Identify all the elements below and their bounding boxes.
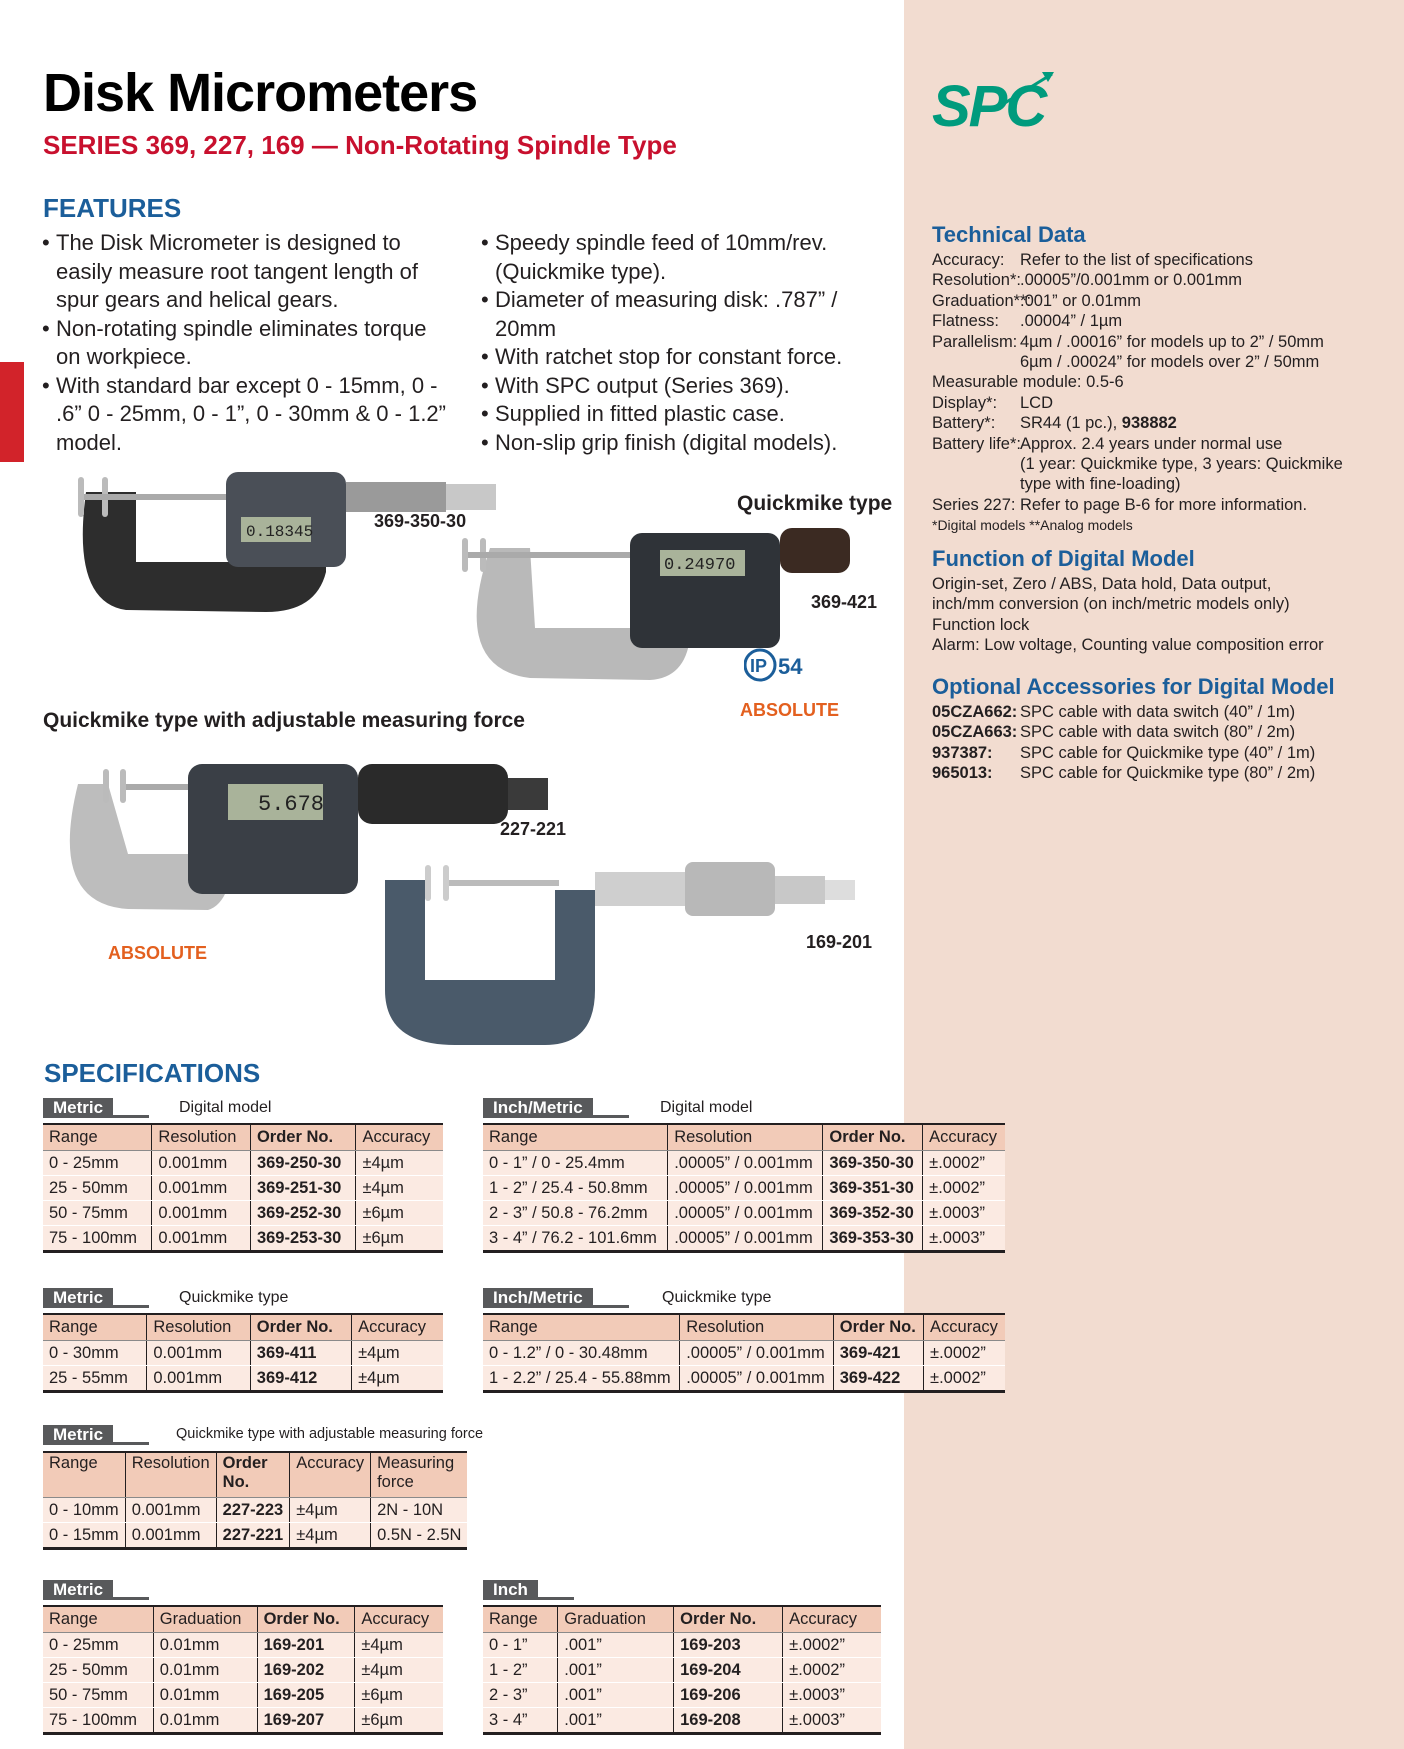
table-header: Range [43,1124,152,1151]
accessory-desc: SPC cable with data switch (40” / 1m) [1020,703,1296,721]
table-cell: 169-205 [257,1683,355,1708]
table-row [43,1226,443,1252]
table-tag [43,1580,149,1600]
table-header: Accuracy [290,1452,371,1498]
table-cell: ±.0003” [923,1226,1005,1252]
tech-row [932,332,1343,352]
table-header: Order No. [250,1314,351,1341]
table-header: Accuracy [923,1124,1005,1151]
function-heading: Function of Digital Model [932,546,1195,571]
image-caption-adjustable: Quickmike type with adjustable measuring force [43,709,525,732]
spc-logo [930,66,1060,141]
specifications-heading: SPECIFICATIONS [44,1058,261,1088]
table-cell: ±.0002” [924,1366,1005,1392]
table-cell: 3 - 4” / 76.2 - 101.6mm [483,1226,668,1252]
table-tag-label: Metric [43,1425,113,1445]
tech-row [932,352,1343,372]
feature-item: • Speedy spindle feed of 10mm/rev. (Quickmike type). [481,229,901,286]
table-cell: 369-250-30 [250,1151,356,1176]
tech-value: SR44 (1 pc.), [1020,414,1122,433]
spc-logo-text: SPC [932,74,1046,136]
table-header: Range [483,1606,558,1633]
tech-row [932,474,1343,494]
absolute-logo: ABSOLUTE [108,943,207,963]
table-row [43,1176,443,1201]
table-row [483,1201,1005,1226]
table-cell: 0.001mm [152,1176,251,1201]
table-row [483,1708,881,1734]
micrometer-image-169-201 [365,860,885,1055]
table-cell: 169-206 [674,1683,783,1708]
table-cell: .001” [558,1658,674,1683]
table-row [483,1366,1005,1392]
tech-key: Flatness: [932,312,999,331]
table-header: Measuring force [371,1452,468,1498]
table-row [43,1201,443,1226]
table-caption: Quickmike type with adjustable measuring force [176,1426,484,1442]
table-header: Accuracy [783,1606,881,1633]
battery-part-number: 938882 [1121,414,1177,433]
table-cell: ±4µm [355,1633,443,1658]
table-cell: 75 - 100mm [43,1708,153,1734]
tech-value: .00005”/0.001mm or 0.001mm [1020,271,1242,290]
accessory-desc: SPC cable for Quickmike type (80” / 2m) [1020,764,1316,783]
technical-data-heading: Technical Data [932,222,1086,247]
table-row [43,1708,443,1734]
spec-table-metric-quickmike [43,1313,443,1393]
spec-table-metric-analog [43,1605,443,1735]
ip-badge-number: 54 [778,654,803,679]
accessory-row [932,763,1315,783]
tech-row [932,434,1343,454]
table-tag [483,1580,574,1600]
table-cell: 369-421 [833,1341,923,1366]
image-caption-quickmike: Quickmike type [737,492,893,515]
table-cell: 0 - 25mm [43,1151,152,1176]
table-cell: 50 - 75mm [43,1201,152,1226]
accessory-code: 965013: [932,764,993,783]
page-title: Disk Micrometers [43,63,478,123]
table-row [483,1176,1005,1201]
ip-badge-text: IP [750,656,768,676]
table-cell: 369-422 [833,1366,923,1392]
table-cell: 0 - 25mm [43,1633,153,1658]
tech-row [932,495,1343,515]
table-header: Graduation [558,1606,674,1633]
lcd-readout: 0.18345 [246,523,314,541]
tech-key: Accuracy: [932,251,1005,269]
features-list-right [481,229,901,457]
function-line: Alarm: Low voltage, Counting value composition error [932,636,1324,655]
table-cell: 0.5N - 2.5N [371,1523,468,1549]
model-label: 227-221 [500,819,567,839]
ip54-badge [744,648,814,687]
table-header: Range [483,1314,680,1341]
table-cell: 1 - 2” / 25.4 - 50.8mm [483,1176,668,1201]
accessories-heading: Optional Accessories for Digital Model [932,674,1335,699]
function-line: Origin-set, Zero / ABS, Data hold, Data output, [932,575,1272,593]
table-cell: ±4µm [356,1176,443,1201]
tech-value: Refer to page B-6 for more information. [1020,495,1308,514]
table-cell: .00005” / 0.001mm [668,1226,823,1252]
table-cell: ±.0002” [783,1633,881,1658]
spec-table-metric-adjustable-force [43,1451,467,1550]
table-row [483,1341,1005,1366]
table-cell: 0.001mm [152,1201,251,1226]
accessory-desc: SPC cable for Quickmike type (40” / 1m) [1020,743,1316,762]
tech-value: Refer to the list of specifications [1020,251,1253,269]
tech-value: .00004” / 1µm [1020,312,1123,331]
table-cell: 0 - 30mm [43,1341,147,1366]
table-cell: 169-208 [674,1708,783,1734]
table-tag [43,1098,272,1118]
tech-row [932,413,1343,433]
tech-key: Battery life*: [932,434,1021,453]
table-header: Graduation [153,1606,257,1633]
feature-item: • The Disk Micrometer is designed to easily measure root tangent length of spur gears and helical gears. [42,229,457,315]
table-caption: Quickmike type [179,1289,289,1306]
table-cell: 369-350-30 [823,1151,923,1176]
table-cell: ±4µm [290,1523,371,1549]
table-cell: .001” [558,1708,674,1734]
tech-module: Measurable module: 0.5-6 [932,373,1124,392]
tech-row [932,250,1343,270]
table-cell: 25 - 50mm [43,1658,153,1683]
table-cell: 2N - 10N [371,1498,468,1523]
table-cell: 75 - 100mm [43,1226,152,1252]
table-cell: ±4µm [356,1151,443,1176]
table-cell: ±.0002” [924,1341,1005,1366]
table-cell: 0 - 10mm [43,1498,125,1523]
table-cell: ±.0002” [783,1658,881,1683]
table-row [483,1633,881,1658]
table-cell: ±4µm [352,1366,443,1392]
table-cell: ±.0003” [783,1683,881,1708]
table-header: Resolution [668,1124,823,1151]
table-tag-label: Metric [43,1098,113,1118]
table-tag-label: Metric [43,1288,113,1308]
function-block [932,574,1324,656]
table-cell: ±.0002” [923,1151,1005,1176]
tech-key: Parallelism: [932,332,1018,351]
table-cell: 169-204 [674,1658,783,1683]
tech-value: (1 year: Quickmike type, 3 years: Quickmike [1020,455,1343,474]
table-row [43,1151,443,1176]
table-tag [483,1098,753,1118]
table-cell: 169-201 [257,1633,355,1658]
lcd-readout: 5.678 [258,792,325,817]
table-cell: ±6µm [356,1226,443,1252]
table-header: Range [483,1124,668,1151]
table-row [483,1151,1005,1176]
table-cell: 0.01mm [153,1708,257,1734]
table-row [43,1633,443,1658]
table-tag [483,1288,772,1308]
table-row [43,1341,443,1366]
section-tab-marker [0,362,24,462]
table-cell: .001” [558,1683,674,1708]
table-cell: 2 - 3” / 50.8 - 76.2mm [483,1201,668,1226]
table-header: Resolution [147,1314,250,1341]
table-header: Resolution [125,1452,216,1498]
table-cell: 169-207 [257,1708,355,1734]
table-cell: ±.0003” [783,1708,881,1734]
function-line: inch/mm conversion (on inch/metric models only) [932,595,1290,614]
feature-item: • Non-slip grip finish (digital models). [481,429,901,458]
feature-item: • With standard bar except 0 - 15mm, 0 - .6” 0 - 25mm, 0 - 1”, 0 - 30mm & 0 - 1.2” model. [42,372,457,458]
tech-value: type with fine-loading) [1020,475,1181,494]
table-tag [43,1425,484,1445]
table-cell: .00005” / 0.001mm [668,1176,823,1201]
table-cell: 369-351-30 [823,1176,923,1201]
accessory-row [932,743,1315,763]
table-header: Order No. [823,1124,923,1151]
tech-row [932,393,1343,413]
accessories-block [932,702,1315,784]
table-cell: 0.01mm [153,1658,257,1683]
table-cell: ±.0003” [923,1201,1005,1226]
micrometer-image-369-350-30 [66,462,506,627]
absolute-logo: ABSOLUTE [740,700,839,720]
table-header: Accuracy [356,1124,443,1151]
page-subtitle: SERIES 369, 227, 169 — Non-Rotating Spindle Type [43,130,677,160]
feature-item: • With SPC output (Series 369). [481,372,901,401]
table-cell: .00005” / 0.001mm [680,1366,834,1392]
table-row [43,1498,467,1523]
tech-key: Display*: [932,393,998,412]
table-cell: 0.001mm [125,1523,216,1549]
table-cell: 369-252-30 [250,1201,356,1226]
tech-value: .001” or 0.01mm [1020,291,1142,310]
table-header: Range [43,1452,125,1498]
table-tag-label: Metric [43,1580,113,1600]
table-cell: ±4µm [352,1341,443,1366]
table-cell: ±6µm [356,1201,443,1226]
table-cell: 369-412 [250,1366,351,1392]
table-header: Range [43,1314,147,1341]
tech-value: 6µm / .00024” for models over 2” / 50mm [1020,353,1320,372]
accessory-code: 937387: [932,743,993,762]
table-cell: .00005” / 0.001mm [680,1341,834,1366]
table-cell: 169-202 [257,1658,355,1683]
table-cell: 0.001mm [152,1151,251,1176]
table-header: Accuracy [352,1314,443,1341]
table-header: Accuracy [924,1314,1005,1341]
table-cell: 369-253-30 [250,1226,356,1252]
accessory-code: 05CZA662: [932,703,1018,721]
table-caption: Digital model [179,1099,272,1116]
accessory-desc: SPC cable with data switch (80” / 2m) [1020,723,1296,742]
table-header: Range [43,1606,153,1633]
table-cell: 369-411 [250,1341,351,1366]
table-caption: Quickmike type [662,1289,772,1306]
table-cell: 3 - 4” [483,1708,558,1734]
table-cell: 0 - 1” / 0 - 25.4mm [483,1151,668,1176]
table-header: Order No. [833,1314,923,1341]
table-tag-label: Inch [483,1580,538,1600]
tech-key: Battery*: [932,414,996,433]
table-row [43,1366,443,1392]
table-cell: 50 - 75mm [43,1683,153,1708]
table-header: Accuracy [355,1606,443,1633]
tech-key: Graduation**: [932,291,1032,310]
table-tag-label: Inch/Metric [483,1098,593,1118]
model-label: 369-421 [811,592,878,612]
table-cell: 0.001mm [147,1366,250,1392]
table-cell: 0 - 1.2” / 0 - 30.48mm [483,1341,680,1366]
features-list-left [42,229,457,457]
function-line: Function lock [932,615,1030,634]
table-cell: ±4µm [290,1498,371,1523]
table-header: Order No. [257,1606,355,1633]
table-row [43,1523,467,1549]
table-cell: ±6µm [355,1683,443,1708]
table-row [43,1658,443,1683]
table-cell: 0 - 15mm [43,1523,125,1549]
feature-item: • Supplied in fitted plastic case. [481,400,901,429]
spec-table-inch-metric-digital [483,1123,1005,1253]
table-header: Order No. [674,1606,783,1633]
table-cell: 25 - 55mm [43,1366,147,1392]
table-cell: 1 - 2” [483,1658,558,1683]
table-row [483,1226,1005,1252]
tech-value: Approx. 2.4 years under normal use [1020,434,1283,453]
table-row [43,1683,443,1708]
table-cell: 0.01mm [153,1633,257,1658]
tech-row [932,270,1343,290]
table-caption: Digital model [660,1099,753,1116]
technical-data-block [932,250,1343,536]
accessory-code: 05CZA663: [932,723,1018,742]
tech-row [932,291,1343,311]
accessory-row [932,722,1315,742]
table-cell: ±4µm [355,1658,443,1683]
table-header: Order No. [250,1124,356,1151]
lcd-readout: 0.24970 [664,556,736,575]
table-cell: ±.0002” [923,1176,1005,1201]
table-row [483,1658,881,1683]
tech-key: Series 227: [932,495,1016,514]
feature-item: • With ratchet stop for constant force. [481,343,901,372]
table-tag [43,1288,289,1308]
spec-table-metric-digital [43,1123,443,1253]
accessory-row [932,702,1315,722]
feature-item: • Diameter of measuring disk: .787” / 20mm [481,286,901,343]
table-cell: 227-221 [216,1523,290,1549]
tech-row [932,311,1343,331]
table-cell: 2 - 3” [483,1683,558,1708]
table-cell: 169-203 [674,1633,783,1658]
tech-key: Resolution*: [932,271,1021,290]
table-cell: 25 - 50mm [43,1176,152,1201]
table-row [483,1683,881,1708]
tech-row [932,454,1343,474]
table-cell: 369-352-30 [823,1201,923,1226]
tech-footnote: *Digital models **Analog models [932,517,1133,534]
table-cell: 0 - 1” [483,1633,558,1658]
tech-value: LCD [1020,393,1054,412]
table-header: Resolution [680,1314,834,1341]
table-cell: 0.001mm [147,1341,250,1366]
table-cell: 369-251-30 [250,1176,356,1201]
spec-table-inch-analog [483,1605,881,1735]
table-header: Order No. [216,1452,290,1498]
model-label: 369-350-30 [374,511,467,531]
feature-item: • Non-rotating spindle eliminates torque on workpiece. [42,315,457,372]
table-cell: .00005” / 0.001mm [668,1201,823,1226]
table-cell: 0.001mm [152,1226,251,1252]
table-cell: ±6µm [355,1708,443,1734]
table-tag-label: Inch/Metric [483,1288,593,1308]
table-cell: 369-353-30 [823,1226,923,1252]
table-header: Resolution [152,1124,251,1151]
table-cell: 0.01mm [153,1683,257,1708]
features-heading: FEATURES [43,193,182,223]
table-cell: .00005” / 0.001mm [668,1151,823,1176]
spec-table-inch-metric-quickmike [483,1313,1005,1393]
table-cell: 1 - 2.2” / 25.4 - 55.88mm [483,1366,680,1392]
table-cell: 0.001mm [125,1498,216,1523]
table-cell: 227-223 [216,1498,290,1523]
model-label: 169-201 [806,932,873,952]
tech-value: 4µm / .00016” for models up to 2” / 50mm [1020,332,1324,351]
table-cell: .001” [558,1633,674,1658]
